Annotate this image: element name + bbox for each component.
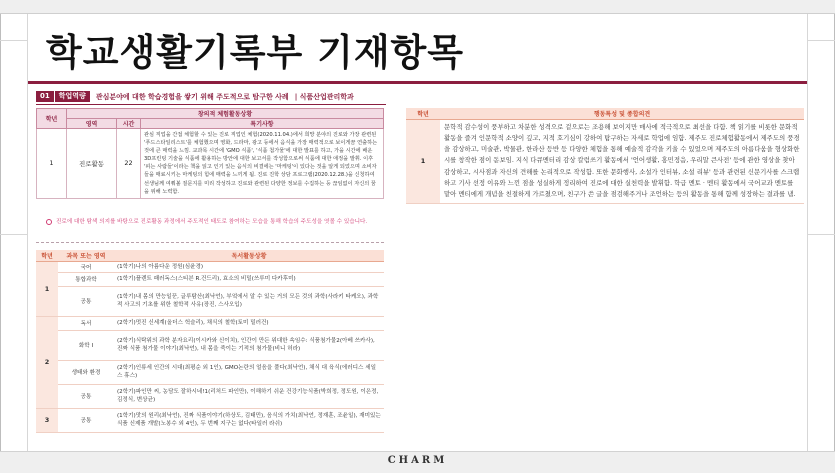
- reading-subject: 화학 I: [58, 330, 114, 360]
- margin-rule: [807, 234, 835, 235]
- reading-books: (1학기)나의 아름다운 정원(심윤경): [114, 261, 384, 272]
- reading-grade-2: 2: [36, 316, 58, 408]
- activity-time: 22: [117, 129, 141, 199]
- highlight-note: 진로에 대한 탐색 의지를 바탕으로 진로활동 과정에서 주도적인 태도로 참여하는 모습을 통해 학습의 주도성을 엿볼 수 있습니다.: [56, 219, 368, 225]
- left-margin: [0, 14, 28, 451]
- reading-books: (2학기)멋진 신세계(올더스 헉슬리), 채식의 철학(토미 밀러건): [114, 316, 384, 330]
- table-row: [36, 272, 384, 286]
- reading-books: (1학기)내 몸의 만능일꾼, 글루탐산(최낙언), 부엌에서 알 수 있는 거의 모든 것의 과학(사라키 타케오), 과학적 사고의 기초를 위한 철학적 사유(장진, 스사오입): [114, 286, 384, 316]
- table-row: [406, 119, 804, 203]
- note-bullet-icon: [46, 219, 52, 225]
- behavior-table: [406, 108, 804, 204]
- table-row: [36, 408, 384, 432]
- reading-subject: 생태와 환경: [58, 360, 114, 384]
- footer-logo: CHARM: [387, 455, 448, 466]
- reading-books: (2학기)인류세 인간의 시대(최평순 외 1인), GMO논란의 얼음을 풀다(최낙언), 채식 대 육식(에러디스 세일스 휴스): [114, 360, 384, 384]
- reading-subject: 공통: [58, 408, 114, 432]
- activity-head-group: 창의적 체험활동상황: [67, 109, 384, 119]
- table-row: [36, 384, 384, 408]
- reading-table: [36, 250, 384, 433]
- behavior-grade: 1: [406, 119, 440, 203]
- table-row: [37, 129, 384, 199]
- section-header: [36, 90, 354, 103]
- reading-books: (1학기)플렌트 패러독스(스티븐 R.건드리), 효소의 비밀(쓰루미 다카후미): [114, 272, 384, 286]
- table-row: [36, 360, 384, 384]
- reading-books: (1학기)맛의 원리(최낙언), 진짜 식품이야기(하상도, 김태민), 음식의 가치(최낙언, 정재훈, 조윤일), 재미있는 식품 신제품 개발(노봉수 외 4인), 두 번째 지구는 없다(타일러 라쉬): [114, 408, 384, 432]
- margin-rule: [0, 40, 28, 41]
- reading-grade-1: 1: [36, 261, 58, 316]
- section-underline: [36, 104, 386, 105]
- activity-notes: 관심 직업을 간접 체험할 수 있는 진로 직업인 체험(2020.11.04.)에서 희망 분야의 진로와 가장 관련된 '푸드스타일리스트'를 체험했으며 영화, 드라마, 광고 등에서 음식을 가장 매력적으로 보이게끔 연출하는 것에 큰 매력을 느낌. 교과목 시간에 'GMO 식품', '식품 첨가물'에 대한 발표를 하고, 가을 시간에 배운 3D프린팅 기술을 식품에 활용하는 방안에 대한 보고서를 작성함으로써 식품에 대한 애정을 발휘. 이후 '피는 사람들'이라는 책을 읽고 인기 있는 음식의 비결에는 '마케팅'이 있다는 것을 알게 되었으며 소비자들을 매료시키는 마케팅의 힘에 매력을 느끼게 됨. 진로 진학 상담 프로그램(2020.12.28.)을 신청하여 선생님께 여쭤볼 질문지를 미리 작성하고 진로와 관련된 다양한 정보를 수집하는 등 끊임없이 자신의 꿈을 위해 노력함.: [141, 129, 384, 199]
- margin-rule: [807, 40, 835, 41]
- activity-table: [36, 108, 384, 199]
- behavior-head-notes: 행동특성 및 종합의견: [440, 108, 804, 119]
- behavior-head-grade: 학년: [406, 108, 440, 119]
- reading-head-grade: 학년: [36, 250, 58, 261]
- reading-subject: 공통: [58, 286, 114, 316]
- activity-head-time: 시간: [117, 119, 141, 129]
- title-divider: [28, 81, 807, 84]
- section-department: | 식품산업관리학과: [294, 92, 354, 101]
- table-row: [36, 330, 384, 360]
- behavior-notes: 문학적 감수성이 풍부하고 차분한 성격으로 겉으로는 조용해 보이지만 매사에 적극적으로 최선을 다함. 책 읽기를 비롯한 문화적 활동을 즐겨 인문학적 소양이 깊고, 지적 호기심이 강하여 탐구하는 자세로 학업에 임함. 제주도 진로체험활동에서 제주도의 풍경을 감상하고, 미술관, 박물관, 한라산 등반 등 다양한 체험을 통해 예술적 감각을 키울 수 있었으며 제주도의 아름다움을 형상화한 시를 창작한 점이 돋보임. 지식 다큐멘터리 감상 칼럼쓰기 활동에서 '언어생활, 홍민정음, 우리말 큰사전' 등에 관한 영상을 찾아 감상하고, 시사점과 자신의 견해를 논리적으로 작성함. 또한 문화행사, 소설가 인터뷰, 소설 리뷰' 등과 관련된 신문기사를 스크랩하고 기사 선정 이유와 느낀 점을 성실하게 정리하여 진로에 대한 실천력을 발휘함. 학급 멘토 · 멘티 활동에서 국어교과 멘토를 맡아 멘티에게 개념을 친절하게 가르쳤으며, 친구가 쓴 글을 점검해주거나 조언하는 등의 활동을 통해 함께 성장하는 결과를 냄.: [440, 119, 804, 203]
- reading-head-books: 독서활동상황: [114, 250, 384, 261]
- table-row: [36, 316, 384, 330]
- reading-books: (2학기)식탁위의 과학 분자요리(이시카와 신이치), 인간이 만든 위대한 속임수: 식품첨가물2(아베 쓰카사), 진짜 식품 첨가물 이야기(최낙언), 내 몸을 죽이는 기적의 첨가물(비니 허라): [114, 330, 384, 360]
- dashed-divider: [36, 242, 384, 243]
- table-row: [36, 261, 384, 272]
- reading-subject: 국어: [58, 261, 114, 272]
- activity-grade: 1: [37, 129, 67, 199]
- top-band: [0, 0, 835, 14]
- reading-books: (2학기)파인만 씨, 농담도 잘하시네!1(리처드 파인만), 이해하기 쉬운 건강기능식품(박희정, 정도원, 이은정, 김정식, 변상균): [114, 384, 384, 408]
- reading-grade-3: 3: [36, 408, 58, 432]
- margin-rule: [0, 234, 28, 235]
- activity-head-area: 영역: [67, 119, 117, 129]
- right-margin: [807, 14, 835, 451]
- reading-subject: 공통: [58, 384, 114, 408]
- page-title: 학교생활기록부 기재항목: [46, 31, 465, 74]
- section-number-badge: 01: [36, 91, 54, 102]
- reading-subject: 통합과학: [58, 272, 114, 286]
- activity-head-grade: 학년: [37, 109, 67, 129]
- activity-head-notes: 특기사항: [141, 119, 384, 129]
- reading-head-subject: 과목 또는 영역: [58, 250, 114, 261]
- section-tag-badge: 학업역량: [54, 91, 90, 102]
- section-heading: 관심분야에 대한 학습경험을 쌓기 위해 주도적으로 탐구한 사례: [95, 92, 289, 101]
- table-row: [36, 286, 384, 316]
- reading-subject: 독서: [58, 316, 114, 330]
- activity-area: 진로활동: [67, 129, 117, 199]
